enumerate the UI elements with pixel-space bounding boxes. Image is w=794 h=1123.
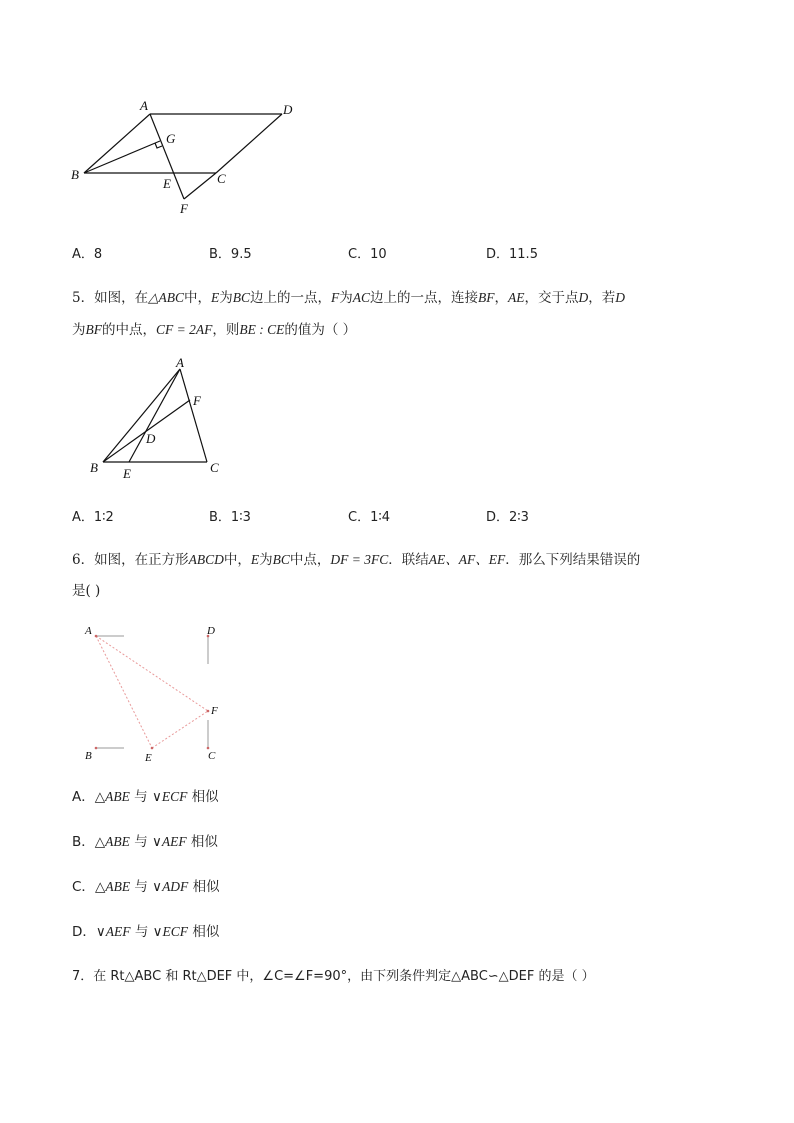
q6-label-E: E: [145, 752, 152, 764]
q4-label-G: G: [166, 131, 176, 146]
q4-label-C: C: [217, 171, 226, 186]
q4-option-c[interactable]: C．10: [348, 247, 387, 262]
q5-option-a[interactable]: A．1∶2: [72, 510, 114, 525]
q6-figure: [78, 618, 238, 768]
q6-option-c[interactable]: C．△ABE 与 ∨ADF 相似: [72, 879, 220, 895]
q6-label-A: A: [85, 625, 92, 637]
q4-label-A: A: [140, 98, 148, 113]
q4-option-a[interactable]: A．8: [72, 247, 103, 262]
q6-stem-line2: 是( ): [72, 583, 101, 599]
q6-label-D: D: [207, 625, 215, 637]
q6-option-a[interactable]: A．△ABE 与 ∨ECF 相似: [72, 789, 219, 805]
q4-figure: [60, 95, 320, 220]
q5-label-A: A: [176, 355, 184, 370]
q5-stem: [72, 282, 732, 346]
q5-label-D: D: [146, 431, 156, 446]
q4-option-b[interactable]: B．9.5: [209, 247, 252, 262]
q5-option-d[interactable]: D．2∶3: [486, 510, 529, 525]
q6-label-F: F: [211, 705, 218, 717]
q6-stem: [72, 544, 732, 607]
q5-figure: [80, 355, 240, 485]
q5-label-F: F: [193, 393, 201, 408]
q6-label-B: B: [85, 750, 92, 762]
q6-option-d[interactable]: D．∨AEF 与 ∨ECF 相似: [72, 924, 220, 940]
q5-option-c[interactable]: C．1∶4: [348, 510, 391, 525]
q5-label-C: C: [210, 460, 219, 475]
q5-label-B: B: [90, 460, 98, 475]
q5-label-E: E: [123, 466, 131, 481]
q6-option-b[interactable]: B．△ABE 与 ∨AEF 相似: [72, 834, 218, 850]
q4-label-B: B: [71, 167, 79, 182]
q5-stem-line1: 5．如图，在△ABC中，E为BC边上的一点，F为AC边上的一点，连接BF，AE，交于点D，若D: [72, 290, 626, 306]
q4-option-d[interactable]: D．11.5: [486, 247, 538, 262]
q6-label-C: C: [208, 750, 216, 762]
q6-stem-line1: 6．如图，在正方形ABCD中，E为BC中点，DF = 3FC．联结AE、AF、EF．那么下列结果错误的: [72, 552, 641, 568]
q4-label-D: D: [283, 102, 293, 117]
q4-label-F: F: [180, 201, 188, 216]
q5-stem-line2: 为BF的中点，CF = 2AF，则BE : CE的值为（ ）: [72, 322, 357, 338]
q7-stem: 7．在 Rt△ABC 和 Rt△DEF 中，∠C=∠F=90°，由下列条件判定△ABC∽△DEF 的是（ ）: [72, 969, 595, 984]
q4-label-E: E: [163, 176, 171, 191]
q5-option-b[interactable]: B．1∶3: [209, 510, 251, 525]
